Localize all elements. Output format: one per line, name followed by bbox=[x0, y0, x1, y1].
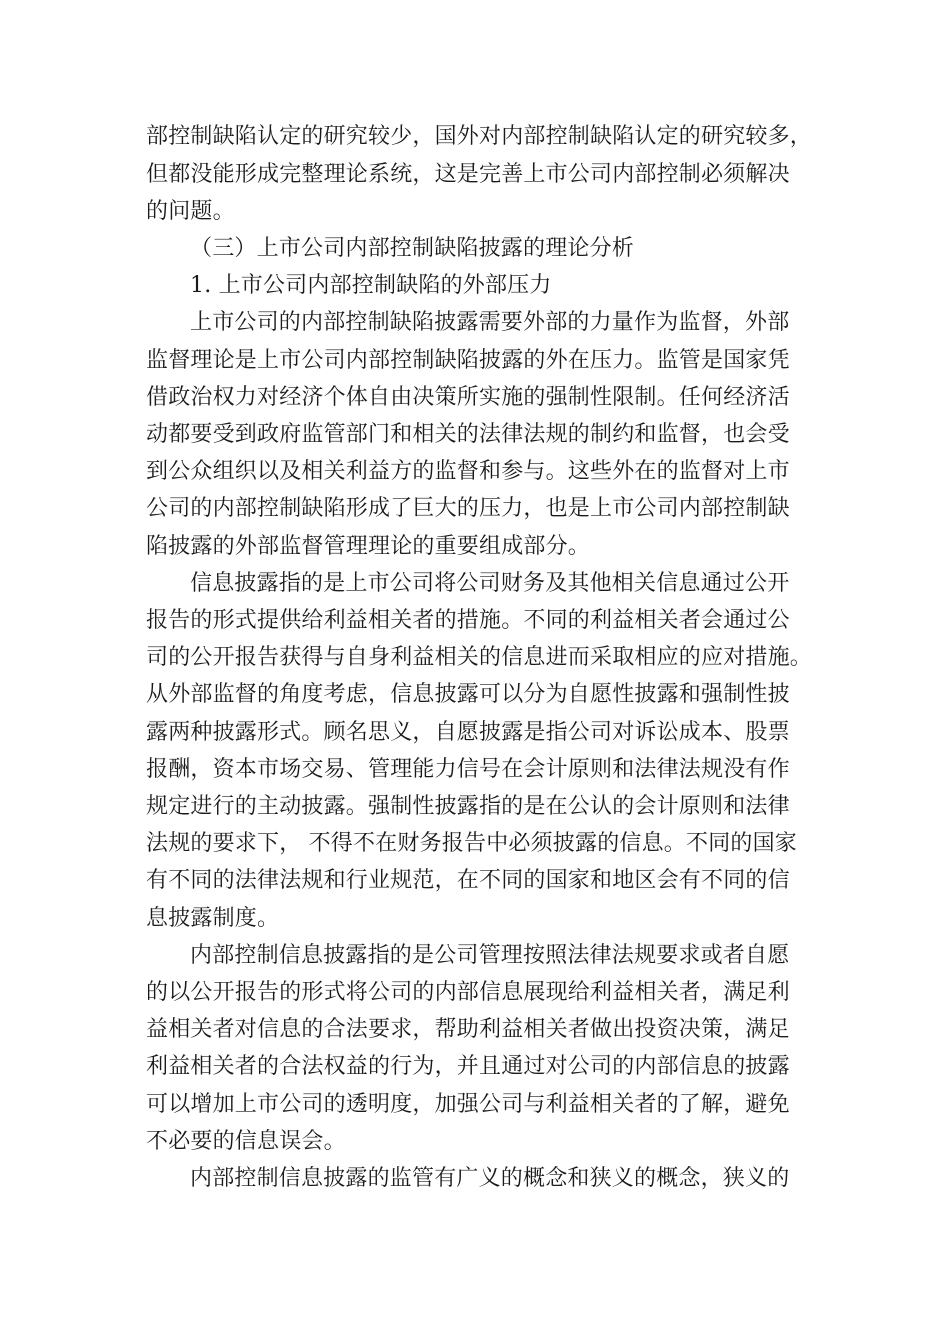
text-line: 的问题。 bbox=[146, 199, 235, 224]
text-line: 公司的内部控制缺陷形成了巨大的压力，也是上市公司内部控制缺 bbox=[146, 496, 790, 521]
text-line: 报告的形式提供给利益相关者的措施。不同的利益相关者会通过公 bbox=[146, 608, 790, 633]
section-heading: （三）上市公司内部控制缺陷披露的理论分析 bbox=[190, 236, 635, 261]
text-line: 监督理论是上市公司内部控制缺陷披露的外在压力。监管是国家凭 bbox=[146, 348, 790, 373]
text-line: 的以公开报告的形式将公司的内部信息展现给利益相关者，满足利 bbox=[146, 980, 790, 1005]
text-line: 陷披露的外部监督管理理论的重要组成部分。 bbox=[146, 534, 591, 559]
text-line: 借政治权力对经济个体自由决策所实施的强制性限制。任何经济活 bbox=[146, 385, 790, 410]
text-line: 报酬，资本市场交易、管理能力信号在会计原则和法律法规没有作 bbox=[146, 757, 790, 782]
paragraph-first-line: 内部控制信息披露的监管有广义的概念和狭义的概念，狭义的 bbox=[190, 1166, 790, 1191]
paragraph-first-line: 内部控制信息披露指的是公司管理按照法律法规要求或者自愿 bbox=[190, 943, 790, 968]
text-line: 部控制缺陷认定的研究较少，国外对内部控制缺陷认定的研究较多， bbox=[146, 124, 813, 149]
text-line: 可以增加上市公司的透明度，加强公司与利益相关者的了解，避免 bbox=[146, 1092, 790, 1117]
text-line: 到公众组织以及相关利益方的监督和参与。这些外在的监督对上市 bbox=[146, 459, 790, 484]
text-line: 益相关者对信息的合法要求，帮助利益相关者做出投资决策，满足 bbox=[146, 1017, 790, 1042]
text-line: 露两种披露形式。顾名思义，自愿披露是指公司对诉讼成本、股票 bbox=[146, 720, 790, 745]
text-line: 规定进行的主动披露。强制性披露指的是在公认的会计原则和法律 bbox=[146, 794, 790, 819]
paragraph-first-line: 信息披露指的是上市公司将公司财务及其他相关信息通过公开 bbox=[190, 571, 790, 596]
text-line: 利益相关者的合法权益的行为，并且通过对公司的内部信息的披露 bbox=[146, 1054, 790, 1079]
text-line: 司的公开报告获得与自身利益相关的信息进而采取相应的应对措施。 bbox=[146, 645, 813, 670]
text-line: 法规的要求下， 不得不在财务报告中必须披露的信息。不同的国家 bbox=[146, 831, 797, 856]
text-line: 但都没能形成完整理论系统，这是完善上市公司内部控制必须解决 bbox=[146, 162, 790, 187]
text-line: 从外部监督的角度考虑，信息披露可以分为自愿性披露和强制性披 bbox=[146, 682, 790, 707]
text-line: 息披露制度。 bbox=[146, 906, 280, 931]
paragraph-first-line: 上市公司的内部控制缺陷披露需要外部的力量作为监督，外部 bbox=[190, 310, 790, 335]
text-line: 不必要的信息误会。 bbox=[146, 1129, 346, 1154]
text-line: 动都要受到政府监管部门和相关的法律法规的制约和监督，也会受 bbox=[146, 422, 790, 447]
text-line: 有不同的法律法规和行业规范，在不同的国家和地区会有不同的信 bbox=[146, 868, 790, 893]
subsection-heading: 1. 上市公司内部控制缺陷的外部压力 bbox=[190, 273, 552, 298]
